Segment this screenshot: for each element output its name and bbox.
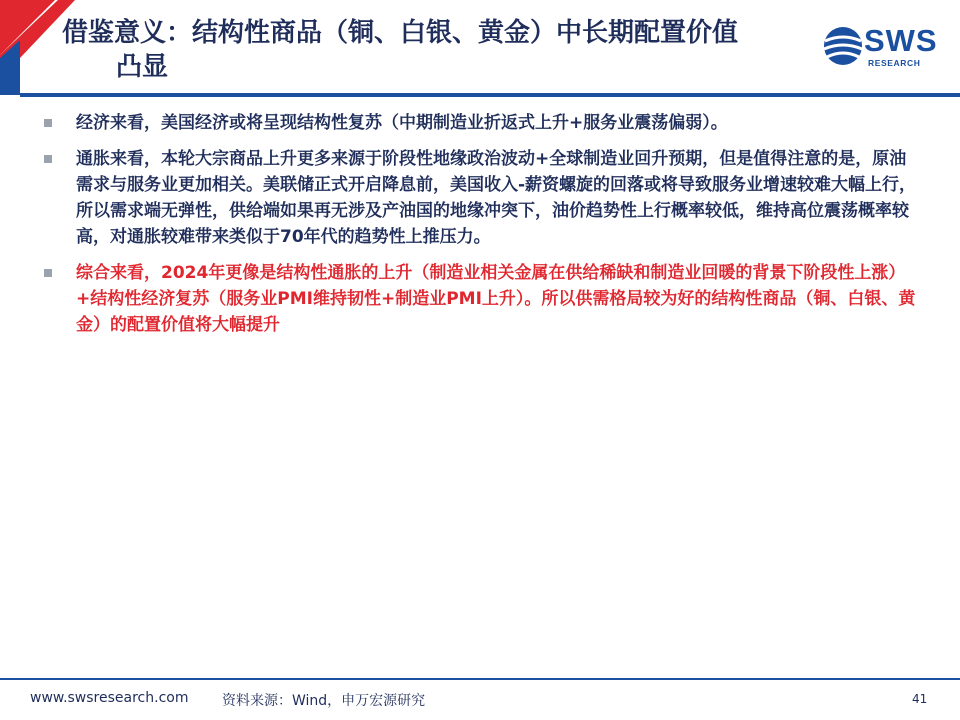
bullet-text: 综合来看，2024年更像是结构性通胀的上升（制造业相关金属在供给稀缺和制造业回暖的背景下阶段性上涨）+结构性经济复苏（服务业PMI维持韧性+制造业PMI上升）。所以供需格局较为好的结构性商品（铜、白银、黄金）的配置价值将大幅提升 bbox=[76, 263, 916, 335]
sws-globe-icon bbox=[822, 24, 864, 68]
footer-divider bbox=[0, 678, 960, 680]
bullet-square-icon bbox=[44, 155, 52, 163]
page-title-line2: 凸显 bbox=[116, 52, 169, 82]
footer-website-link[interactable]: www.swsresearch.com bbox=[30, 690, 189, 706]
bullet-text: 通胀来看，本轮大宗商品上升更多来源于阶段性地缘政治波动+全球制造业回升预期，但是值得注意的是，原油需求与服务业更加相关。美联储正式开启降息前，美国收入-薪资螺旋的回落或将导致服务业增速较难大幅上行，所以需求端无弹性，供给端如果再无涉及产油国的地缘冲突下，油价趋势性上行概率较低，维持高位震荡概率较高，对通胀较难带来类似于70年代的趋势性上推压力。 bbox=[76, 149, 917, 247]
bullet-summary bbox=[38, 260, 918, 338]
footer-source-note: 资料来源：Wind，申万宏源研究 bbox=[222, 693, 426, 709]
bullet-economy bbox=[38, 110, 918, 136]
page-number: 41 bbox=[912, 692, 928, 706]
sws-logo bbox=[822, 22, 942, 72]
logo-subtext: RESEARCH bbox=[868, 58, 921, 68]
bullet-text: 经济来看，美国经济或将呈现结构性复苏（中期制造业折返式上升+服务业震荡偏弱）。 bbox=[76, 113, 728, 133]
header-blue-rule bbox=[20, 93, 960, 97]
bullet-square-icon bbox=[44, 119, 52, 127]
bullet-list bbox=[38, 110, 918, 348]
bullet-square-icon bbox=[44, 269, 52, 277]
page-title-line1: 借鉴意义：结构性商品（铜、白银、黄金）中长期配置价值 bbox=[62, 18, 739, 48]
logo-text: SWS bbox=[864, 23, 938, 58]
bullet-inflation bbox=[38, 146, 918, 250]
page-title bbox=[62, 16, 832, 84]
